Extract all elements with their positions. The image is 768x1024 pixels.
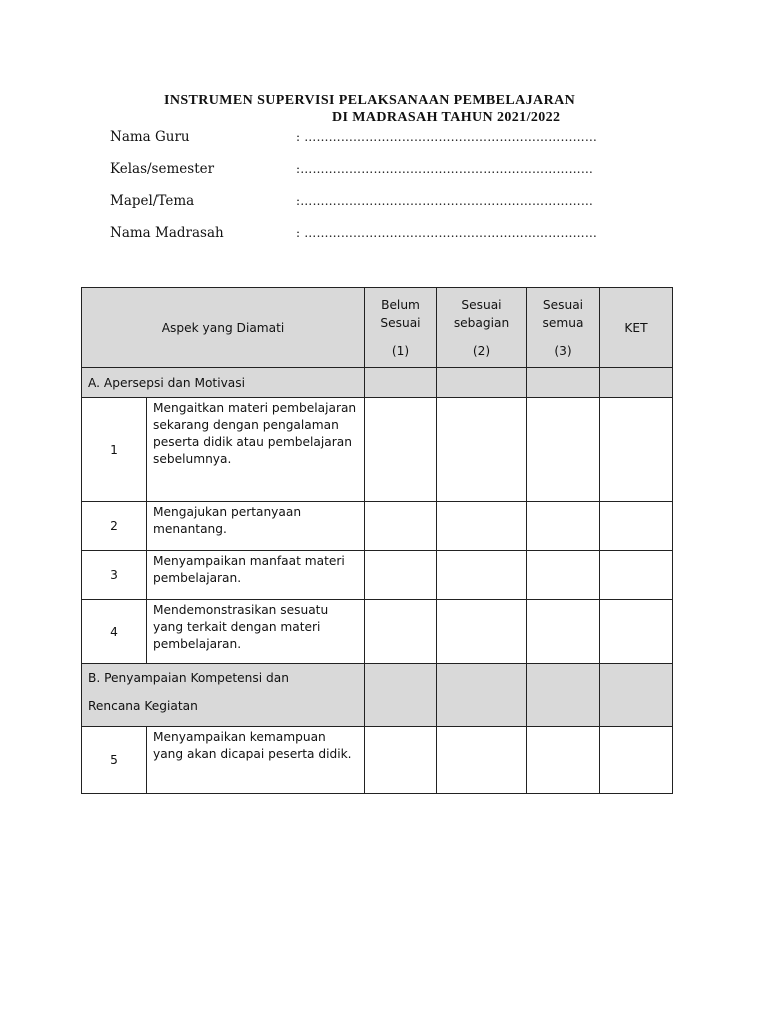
table-header-row: [82, 288, 673, 368]
rating-cell[interactable]: [437, 368, 527, 398]
field-label: Kelas/semester: [110, 161, 215, 177]
table-row: [82, 502, 673, 551]
header-label: Sesuai semua: [542, 297, 584, 330]
ket-cell[interactable]: [600, 727, 673, 794]
supervision-table: [81, 287, 673, 794]
row-description: Mengajukan pertanyaan menantang.: [147, 502, 365, 551]
row-description: Mengaitkan materi pembelajaran sekarang dengan pengalaman peserta didik atau pembelajaran sebelumnya.: [147, 398, 365, 502]
header-sesuai-semua: [527, 288, 600, 368]
row-description: Menyampaikan manfaat materi pembelajaran.: [147, 551, 365, 600]
header-ket: KET: [600, 288, 673, 368]
header-label: Belum Sesuai: [380, 297, 421, 330]
rating-cell[interactable]: [365, 398, 437, 502]
ket-cell[interactable]: [600, 398, 673, 502]
field-kelas-semester: [110, 161, 593, 177]
field-value: :………………………………………………………………: [296, 162, 594, 176]
field-label: Mapel/Tema: [110, 193, 195, 209]
rating-cell[interactable]: [527, 551, 600, 600]
document-title-line2: DI MADRASAH TAHUN 2021/2022: [332, 110, 561, 125]
rating-cell[interactable]: [365, 551, 437, 600]
ket-cell[interactable]: [600, 664, 673, 727]
rating-cell[interactable]: [437, 664, 527, 727]
rating-cell[interactable]: [437, 502, 527, 551]
field-nama-madrasah: [110, 225, 597, 241]
document-title-line1: INSTRUMEN SUPERVISI PELAKSANAAN PEMBELAJARAN: [164, 93, 576, 108]
rating-cell[interactable]: [437, 398, 527, 502]
rating-cell[interactable]: [365, 600, 437, 664]
section-title-b: [82, 664, 365, 727]
row-number: 2: [82, 502, 147, 551]
section-row-a: [82, 368, 673, 398]
rating-cell[interactable]: [527, 502, 600, 551]
header-aspect: Aspek yang Diamati: [82, 288, 365, 368]
header-label: Sesuai sebagian: [453, 297, 510, 330]
rating-cell[interactable]: [365, 502, 437, 551]
section-row-b: [82, 664, 673, 727]
row-description: Mendemonstrasikan sesuatu yang terkait dengan materi pembelajaran.: [147, 600, 365, 664]
header-number: (3): [554, 343, 572, 358]
field-label: Nama Guru: [110, 129, 190, 145]
ket-cell[interactable]: [600, 368, 673, 398]
rating-cell[interactable]: [437, 551, 527, 600]
field-mapel-tema: [110, 193, 593, 209]
row-description: Menyampaikan kemampuan yang akan dicapai peserta didik.: [147, 727, 365, 794]
ket-cell[interactable]: [600, 600, 673, 664]
section-title-b-line1: B. Penyampaian Kompetensi dan: [88, 671, 289, 685]
row-number: 3: [82, 551, 147, 600]
rating-cell[interactable]: [527, 398, 600, 502]
rating-cell[interactable]: [365, 727, 437, 794]
rating-cell[interactable]: [527, 727, 600, 794]
field-value: :………………………………………………………………: [296, 194, 594, 208]
ket-cell[interactable]: [600, 502, 673, 551]
rating-cell[interactable]: [527, 600, 600, 664]
ket-cell[interactable]: [600, 551, 673, 600]
table-row: [82, 551, 673, 600]
field-nama-guru: [110, 129, 597, 145]
table-row: [82, 727, 673, 794]
section-title-a: A. Apersepsi dan Motivasi: [82, 368, 365, 398]
section-title-b-line2: Rencana Kegiatan: [88, 699, 198, 713]
row-number: 1: [82, 398, 147, 502]
rating-cell[interactable]: [527, 664, 600, 727]
row-number: 5: [82, 727, 147, 794]
table-row: [82, 600, 673, 664]
rating-cell[interactable]: [437, 727, 527, 794]
rating-cell[interactable]: [437, 600, 527, 664]
rating-cell[interactable]: [365, 368, 437, 398]
rating-cell[interactable]: [365, 664, 437, 727]
field-value: : ………………………………………………………………: [296, 226, 598, 240]
row-number: 4: [82, 600, 147, 664]
header-belum-sesuai: [365, 288, 437, 368]
header-number: (1): [391, 343, 410, 358]
field-value: : ………………………………………………………………: [296, 130, 598, 144]
header-sesuai-sebagian: [437, 288, 527, 368]
rating-cell[interactable]: [527, 368, 600, 398]
table-row: [82, 398, 673, 502]
header-number: (2): [472, 343, 491, 358]
field-label: Nama Madrasah: [110, 225, 224, 241]
